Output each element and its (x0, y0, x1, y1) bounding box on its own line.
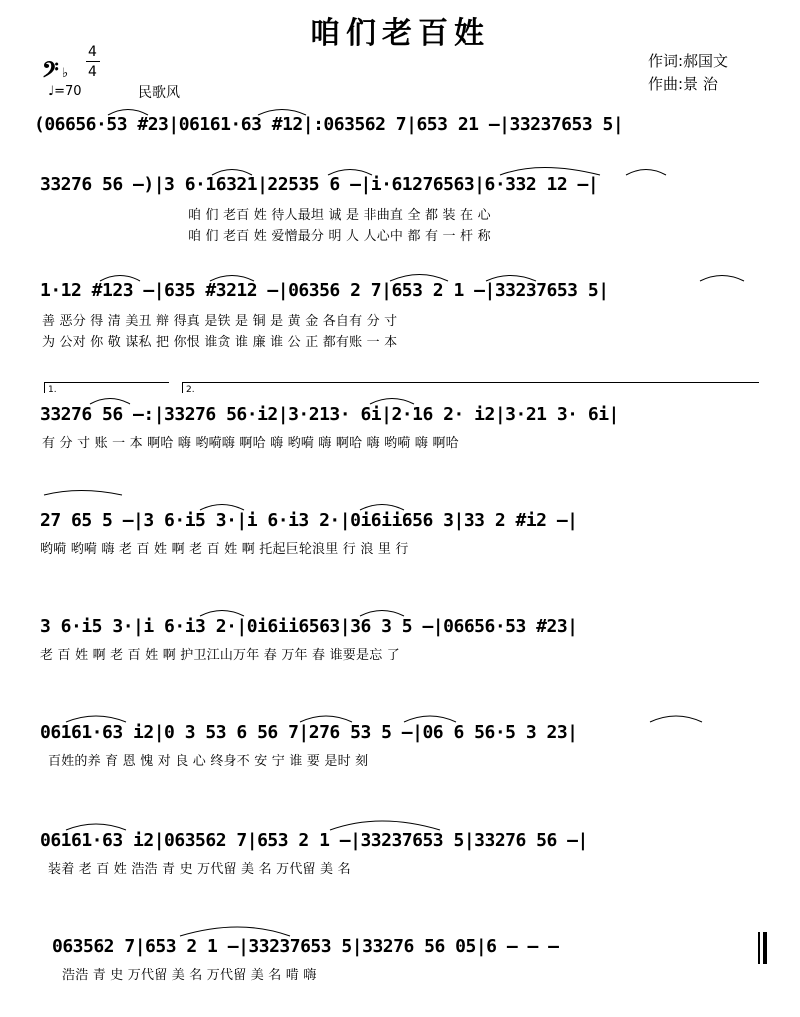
slur (200, 611, 244, 617)
slur (108, 110, 148, 116)
slur (360, 505, 404, 511)
slur (330, 821, 440, 830)
notation-line: 06161·63 i2|0 3 53 6 56 7|276 53 5 –|06 6 56·5 3 23| (40, 722, 578, 743)
slur (90, 399, 130, 405)
lyrics-line: 百姓的养 育 恩 愧 对 良 心 终身不 安 宁 谁 要 是时 刻 (48, 754, 369, 769)
composer-credit: 作曲:景 治 (648, 75, 718, 93)
slur (626, 170, 666, 176)
slur (180, 927, 290, 936)
lyrics-verse-1: 咱 们 老百 姓 待人最坦 诚 是 非曲直 全 都 装 在 心 (188, 208, 491, 223)
slur (66, 716, 126, 722)
slur (650, 716, 702, 722)
slur (500, 168, 600, 176)
lyrics-verse-2: 为 公对 你 敬 谋私 把 你恨 谁贪 谁 廉 谁 公 正 都有账 一 本 (42, 335, 398, 350)
bass-clef-icon: 𝄢 (42, 58, 59, 88)
slur (44, 491, 122, 496)
slur (370, 399, 414, 405)
notation-line: 063562 7|653 2 1 –|33237653 5|33276 56 05|6 – – – (52, 936, 559, 957)
lyrics-verse-1: 善 恶分 得 清 美丑 辩 得真 是铁 是 铜 是 黄 金 各自有 分 寸 (42, 314, 398, 329)
slur (66, 824, 126, 830)
notation-line: 33276 56 –:|33276 56·i2|3·213· 6i|2·16 2· i2|3·21 3· 6i| (40, 404, 619, 425)
lyrics-line: 装着 老 百 姓 浩浩 青 史 万代留 美 名 万代留 美 名 (48, 862, 351, 877)
notation-line: 1·12 #123 –|635 #3212 –|06356 2 7|653 2 1 –|33237653 5| (40, 280, 609, 301)
slur (700, 276, 744, 282)
time-signature-bottom: 4 (88, 64, 97, 80)
slur (212, 170, 252, 176)
lyrics-line: 浩浩 青 史 万代留 美 名 万代留 美 名 啃 嗨 (62, 968, 317, 983)
time-signature-top: 4 (88, 44, 97, 60)
slur (404, 716, 456, 722)
key-signature: ♭ (62, 66, 69, 81)
notation-line: (06656·53 #23|06161·63 #12|:063562 7|653 21 –|33237653 5| (34, 114, 624, 135)
slur (300, 716, 352, 722)
slur (200, 505, 244, 511)
slur (390, 275, 448, 282)
lyrics-line: 哟嗬 哟嗬 嗨 老 百 姓 啊 老 百 姓 啊 托起巨轮浪里 行 浪 里 行 (40, 542, 409, 557)
slur (360, 611, 404, 617)
lyricist-credit: 作词:郝国文 (648, 52, 729, 70)
lyrics-line: 有 分 寸 账 一 本 啊哈 嗨 哟嗬嗨 啊哈 嗨 哟嗬 嗨 啊哈 嗨 哟嗬 嗨 啊哈 (42, 436, 459, 451)
style-marking: 民歌风 (138, 85, 180, 101)
tempo-marking: ♩=70 (48, 84, 82, 99)
volta-first-label: 1. (48, 385, 57, 395)
slur (210, 276, 254, 282)
lyrics-verse-2: 咱 们 老百 姓 爱憎最分 明 人 人心中 都 有 一 杆 称 (188, 229, 491, 244)
song-title: 咱们老百姓 (310, 16, 490, 51)
notation-line: 27 65 5 –|3 6·i5 3·|i 6·i3 2·|0i6ii656 3|33 2 #i2 –| (40, 510, 578, 531)
volta-second-label: 2. (186, 385, 195, 395)
lyrics-line: 老 百 姓 啊 老 百 姓 啊 护卫江山万年 春 万年 春 谁要是忘 了 (40, 648, 400, 663)
slur (486, 276, 536, 282)
slur (328, 170, 372, 176)
slur (100, 276, 140, 282)
notation-line: 3 6·i5 3·|i 6·i3 2·|0i6ii6563|36 3 5 –|06656·53 #23| (40, 616, 578, 637)
notation-line: 33276 56 –)|3 6·16321|22535 6 –|i·61276563|6·332 12 –| (40, 174, 599, 195)
notation-line: 06161·63 i2|063562 7|653 2 1 –|33237653 5|33276 56 –| (40, 830, 588, 851)
slur (258, 110, 306, 116)
